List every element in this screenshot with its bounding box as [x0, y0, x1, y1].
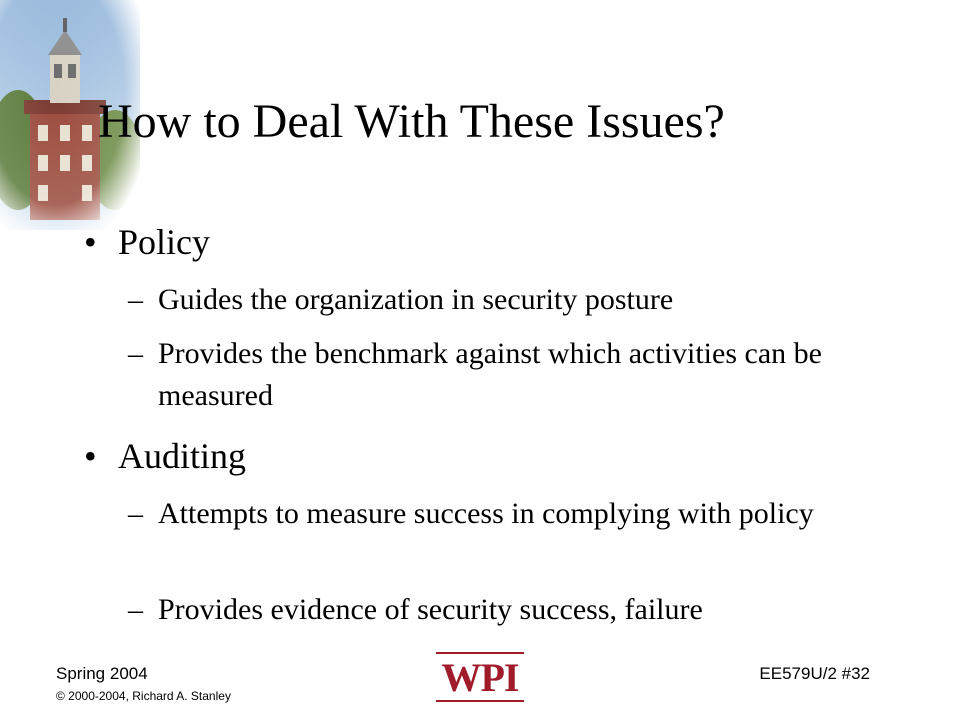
footer-left — [56, 664, 231, 704]
footer-term: Spring 2004 — [56, 664, 148, 683]
sub-item — [128, 589, 888, 631]
dash-glyph: – — [128, 283, 143, 316]
bullet-item — [84, 434, 246, 478]
bullet-item — [84, 220, 210, 264]
sub-item-text: Provides the benchmark against which activities can be measured — [158, 337, 822, 412]
bullet-label: Auditing — [118, 436, 247, 476]
wpi-logo — [432, 650, 528, 706]
logo-rule-bottom — [436, 700, 524, 702]
sub-item — [128, 279, 888, 321]
bullet-label: Policy — [118, 222, 211, 262]
logo-text: WPI — [441, 655, 519, 700]
bullet-glyph: • — [84, 436, 97, 476]
footer-copyright: © 2000-2004, Richard A. Stanley — [56, 689, 231, 703]
slide-title: How to Deal With These Issues? — [98, 95, 725, 148]
dash-glyph: – — [128, 593, 143, 626]
dash-glyph: – — [128, 337, 143, 370]
logo-rule-top — [436, 652, 524, 654]
sub-item-text: Attempts to measure success in complying with policy — [158, 497, 814, 530]
footer-course-slide-number: EE579U/2 #32 — [759, 664, 870, 683]
sub-item-text: Guides the organization in security posture — [158, 283, 674, 316]
sub-item — [128, 333, 888, 417]
bullet-glyph: • — [84, 222, 97, 262]
dash-glyph: – — [128, 497, 143, 530]
sub-item-text: Provides evidence of security success, failure — [158, 593, 703, 626]
sub-item — [128, 493, 888, 535]
